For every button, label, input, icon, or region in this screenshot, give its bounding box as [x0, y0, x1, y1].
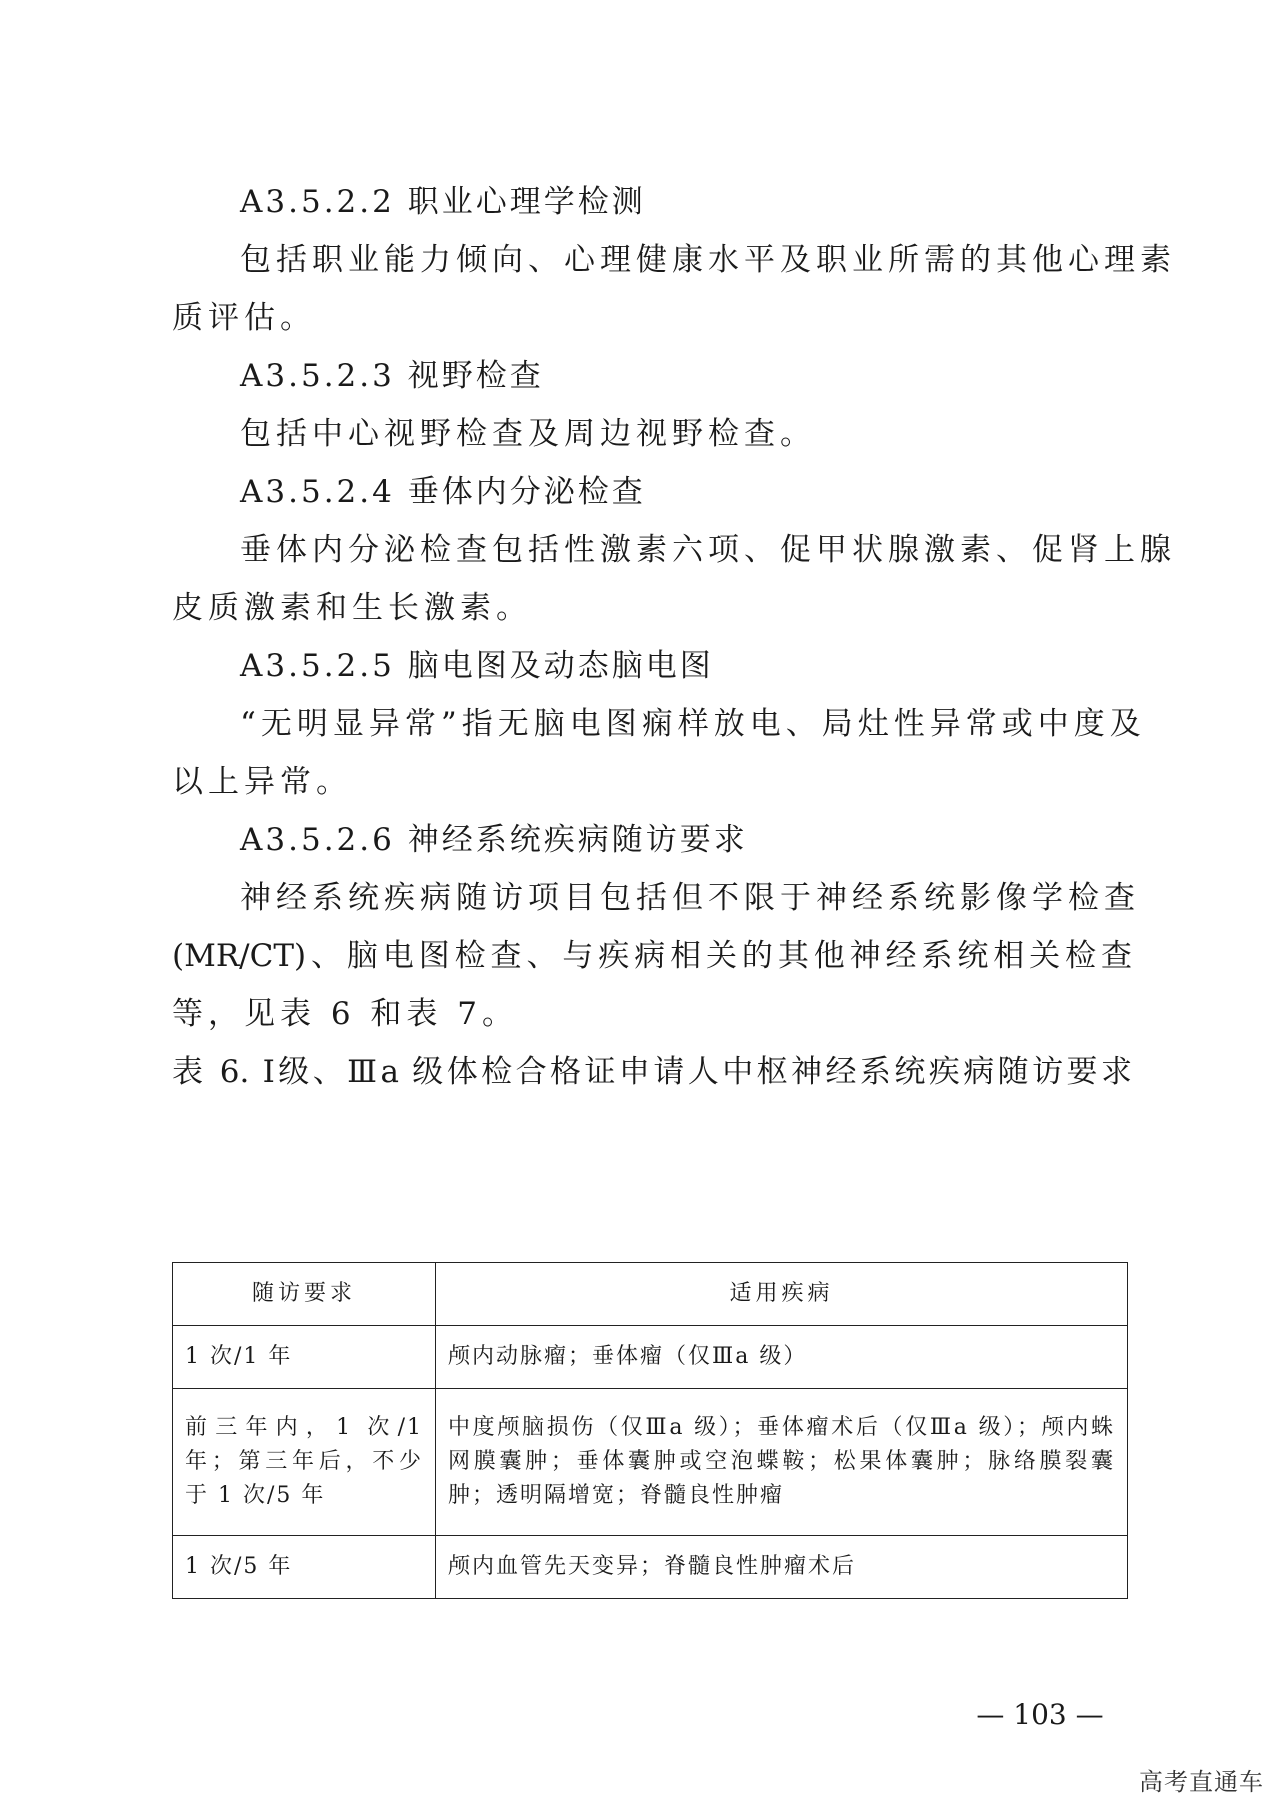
section-heading: A3.5.2.5 脑电图及动态脑电图	[240, 648, 714, 684]
requirement-cell: 1 次/1 年	[173, 1326, 436, 1389]
paragraph-line: 皮质激素和生长激素。	[172, 590, 532, 626]
paragraph-line: “无明显异常”指无脑电图痫样放电、局灶性异常或中度及	[240, 706, 1146, 742]
page-number: — 103 —	[976, 1698, 1104, 1731]
section-heading: A3.5.2.3 视野检查	[240, 358, 544, 394]
diseases-cell: 颅内动脉瘤；垂体瘤（仅Ⅲa 级）	[436, 1326, 1128, 1389]
paragraph-line: 以上异常。	[172, 764, 352, 800]
section-heading: A3.5.2.2 职业心理学检测	[240, 184, 646, 220]
followup-table	[172, 1262, 1128, 1599]
watermark: 高考直通车	[1139, 1768, 1264, 1796]
requirement-cell: 1 次/5 年	[173, 1536, 436, 1599]
column-header-diseases: 适用疾病	[436, 1263, 1128, 1326]
table-row	[173, 1536, 1128, 1599]
paragraph-line: 神经系统疾病随访项目包括但不限于神经系统影像学检查	[240, 880, 1140, 916]
paragraph-line: 质评估。	[172, 300, 316, 336]
paragraph-line: (MR/CT)、脑电图检查、与疾病相关的其他神经系统相关检查	[172, 938, 1132, 974]
section-heading: A3.5.2.6 神经系统疾病随访要求	[240, 822, 748, 858]
paragraph-line: 垂体内分泌检查包括性激素六项、促甲状腺激素、促肾上腺	[240, 532, 1176, 568]
diseases-cell: 中度颅脑损伤（仅Ⅲa 级）；垂体瘤术后（仅Ⅲa 级）；颅内蛛网膜囊肿；垂体囊肿或空泡蝶鞍；松果体囊肿；脉络膜裂囊肿；透明隔增宽；脊髓良性肿瘤	[436, 1389, 1128, 1536]
column-header-requirement: 随访要求	[173, 1263, 436, 1326]
section-heading: A3.5.2.4 垂体内分泌检查	[240, 474, 646, 510]
requirement-cell: 前三年内，1 次/1 年；第三年后，不少于 1 次/5 年	[173, 1389, 436, 1536]
paragraph-line: 包括中心视野检查及周边视野检查。	[240, 416, 816, 452]
paragraph-line: 等，见表 6 和表 7。	[172, 996, 519, 1032]
table-row	[173, 1326, 1128, 1389]
table-header-row	[173, 1263, 1128, 1326]
table-row	[173, 1389, 1128, 1536]
table-caption: 表 6. Ⅰ级、Ⅲa 级体检合格证申请人中枢神经系统疾病随访要求	[172, 1054, 1132, 1090]
paragraph-line: 包括职业能力倾向、心理健康水平及职业所需的其他心理素	[240, 242, 1176, 278]
diseases-cell: 颅内血管先天变异；脊髓良性肿瘤术后	[436, 1536, 1128, 1599]
